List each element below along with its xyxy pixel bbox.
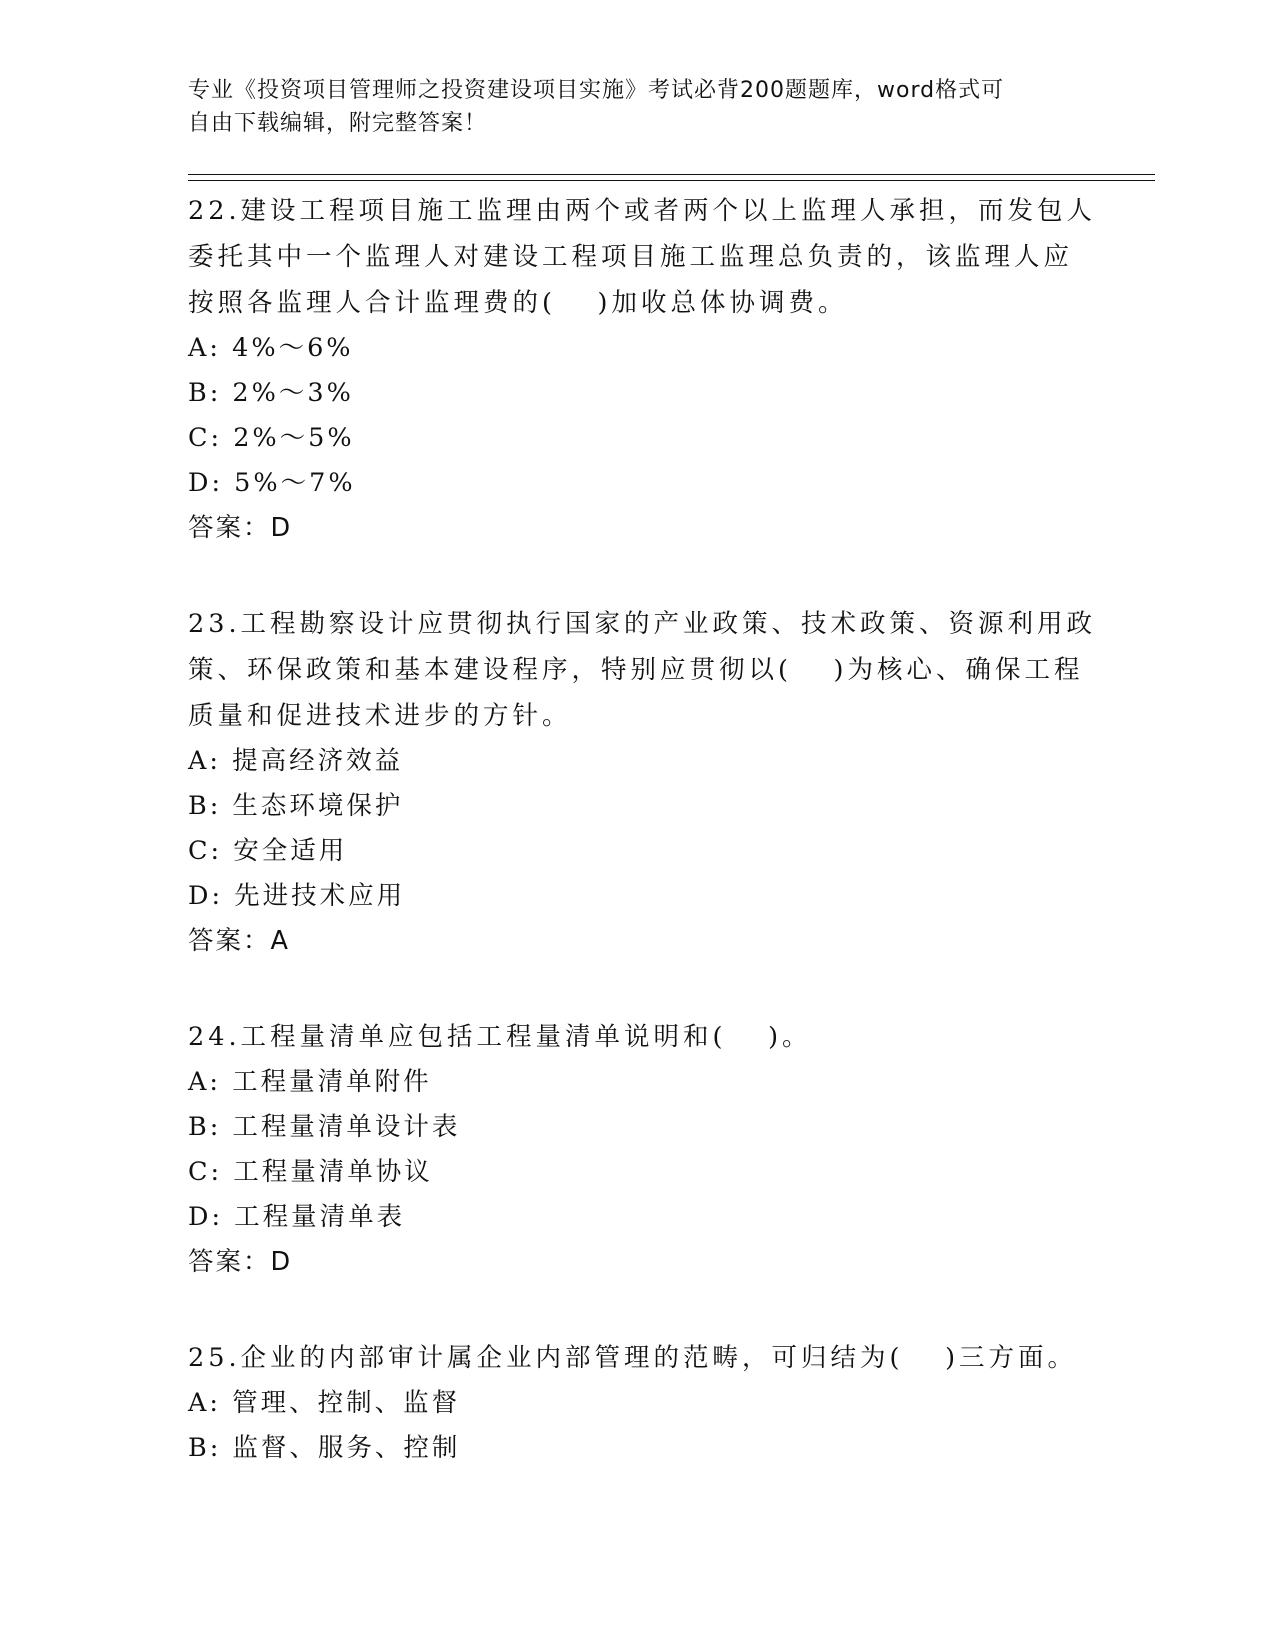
header-line-2: 自由下载编辑，附完整答案！ <box>188 111 488 136</box>
option-c: C: 2%～5% <box>188 423 355 453</box>
option-b: B: 2%～3% <box>188 378 354 408</box>
option-a: A: 4%～6% <box>188 333 354 363</box>
option-b: B: 监督、服务、控制 <box>188 1433 461 1463</box>
question-25 <box>188 1335 1108 1471</box>
header-divider-top <box>188 174 1155 175</box>
document-header <box>188 74 1078 140</box>
question-text-line: 24.工程量清单应包括工程量清单说明和( )。 <box>188 1022 812 1052</box>
question-24 <box>188 1014 1108 1285</box>
question-text-line: 按照各监理人合计监理费的( )加收总体协调费。 <box>188 288 848 318</box>
question-text-line: 质量和促进技术进步的方针。 <box>188 701 572 731</box>
question-text-line: 25.企业的内部审计属企业内部管理的范畴，可归结为( )三方面。 <box>188 1343 1078 1373</box>
option-a: A: 管理、控制、监督 <box>188 1388 461 1418</box>
answer-label: 答案：D <box>188 1247 293 1277</box>
option-d: D: 工程量清单表 <box>188 1202 406 1232</box>
option-b: B: 工程量清单设计表 <box>188 1112 461 1142</box>
option-a: A: 工程量清单附件 <box>188 1067 432 1097</box>
option-c: C: 工程量清单协议 <box>188 1157 433 1187</box>
option-c: C: 安全适用 <box>188 836 348 866</box>
option-a: A: 提高经济效益 <box>188 746 404 776</box>
answer-label: 答案：D <box>188 513 293 543</box>
question-text-line: 委托其中一个监理人对建设工程项目施工监理总负责的，该监理人应 <box>188 242 1074 272</box>
question-list <box>188 188 1108 1521</box>
option-b: B: 生态环境保护 <box>188 791 404 821</box>
question-text-line: 策、环保政策和基本建设程序，特别应贯彻以( )为核心、确保工程 <box>188 655 1084 685</box>
answer-label: 答案：A <box>188 926 290 956</box>
question-22 <box>188 188 1108 551</box>
question-text-line: 23.工程勘察设计应贯彻执行国家的产业政策、技术政策、资源利用政 <box>188 609 1097 639</box>
option-d: D: 先进技术应用 <box>188 881 406 911</box>
option-d: D: 5%～7% <box>188 468 356 498</box>
question-text-line: 22.建设工程项目施工监理由两个或者两个以上监理人承担，而发包人 <box>188 196 1097 226</box>
question-23 <box>188 601 1108 964</box>
header-line-1: 专业《投资项目管理师之投资建设项目实施》考试必背200题题库，word格式可 <box>188 78 1005 103</box>
header-divider-bottom <box>188 180 1155 181</box>
